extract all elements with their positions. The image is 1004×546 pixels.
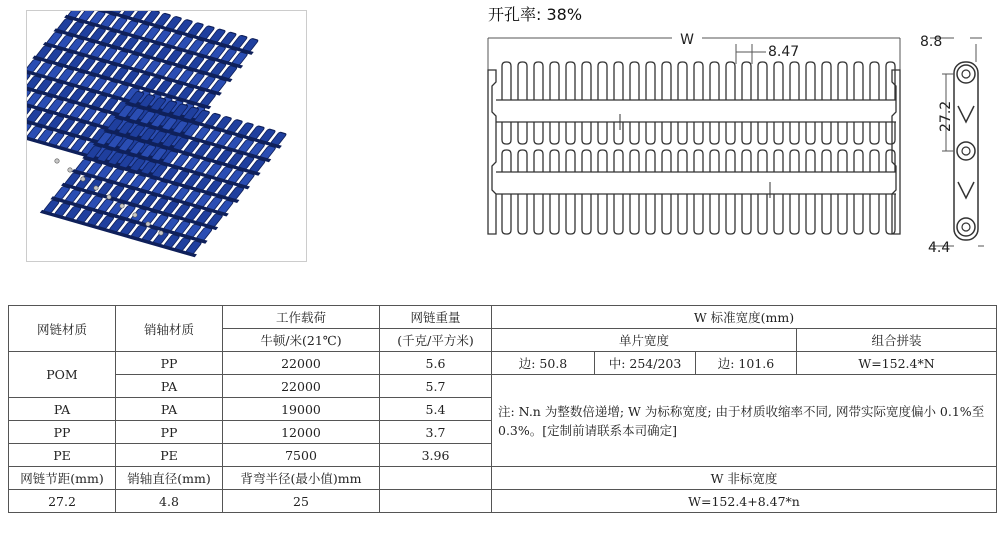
blank-cell (380, 490, 492, 513)
cell-chain: PE (9, 444, 116, 467)
header-weight-unit: (千克/平方米) (380, 329, 492, 352)
cell-radius-value: 25 (223, 490, 380, 513)
header-pin-diameter: 销轴直径(mm) (116, 467, 223, 490)
open-rate-label: 开孔率: 38% (488, 5, 583, 24)
table-row (9, 490, 997, 513)
belt-modules (488, 62, 900, 234)
cell-weight: 5.4 (380, 398, 492, 421)
spec-table (8, 305, 997, 513)
cell-chain: PA (9, 398, 116, 421)
cell-weight: 3.96 (380, 444, 492, 467)
side-view (920, 34, 984, 256)
dim-w-label: W (680, 32, 694, 48)
header-chain-material: 网链材质 (9, 306, 116, 352)
cell-load: 19000 (223, 398, 380, 421)
dim-edge-top: 8.8 (920, 34, 943, 50)
dim-pitch: 27.2 (938, 100, 954, 132)
cell-chain: POM (9, 352, 116, 398)
header-pitch: 网链节距(mm) (9, 467, 116, 490)
cell-chain: PP (9, 421, 116, 444)
dim-edge-bottom: 4.4 (928, 240, 951, 256)
table-row (9, 375, 997, 398)
cell-weight: 5.7 (380, 375, 492, 398)
table-header-row-3 (9, 467, 997, 490)
table-header-row (9, 306, 997, 329)
note-text: 注: N.n 为整数倍递增; W 为标称宽度; 由于材质收缩率不同, 网带实际宽度偏小 0.1%至 0.3%。[定制前请联系本司确定] (492, 375, 997, 467)
cell-weight: 3.7 (380, 421, 492, 444)
cell-pitch-value: 27.2 (9, 490, 116, 513)
technical-drawing (484, 22, 999, 266)
header-bend-radius: 背弯半径(最小值)mm (223, 467, 380, 490)
cell-pin: PP (116, 352, 223, 375)
cell-pin-diameter-value: 4.8 (116, 490, 223, 513)
product-photo (26, 10, 307, 262)
cell-load: 22000 (223, 375, 380, 398)
cell-pin: PA (116, 398, 223, 421)
cell-nonstandard-formula: W=152.4+8.47*n (492, 490, 997, 513)
dim-pitch-small: 8.47 (768, 44, 800, 60)
cell-combo-formula: W=152.4*N (797, 352, 997, 375)
table-row (9, 352, 997, 375)
cell-load: 12000 (223, 421, 380, 444)
header-load-unit: 牛顿/米(21℃) (223, 329, 380, 352)
header-w-nonstandard: W 非标宽度 (492, 467, 997, 490)
cell-pin: PP (116, 421, 223, 444)
blank-cell (380, 467, 492, 490)
header-combo: 组合拼装 (797, 329, 997, 352)
header-single-width: 单片宽度 (492, 329, 797, 352)
cell-pin: PA (116, 375, 223, 398)
header-pin-material: 销轴材质 (116, 306, 223, 352)
cell-pin: PE (116, 444, 223, 467)
cell-single-mid: 中: 254/203 (595, 352, 696, 375)
header-w-standard: W 标准宽度(mm) (492, 306, 997, 329)
cell-load: 22000 (223, 352, 380, 375)
cell-weight: 5.6 (380, 352, 492, 375)
cell-single-edge2: 边: 101.6 (696, 352, 797, 375)
header-load: 工作载荷 (223, 306, 380, 329)
cell-load: 7500 (223, 444, 380, 467)
header-weight: 网链重量 (380, 306, 492, 329)
cell-single-edge1: 边: 50.8 (492, 352, 595, 375)
